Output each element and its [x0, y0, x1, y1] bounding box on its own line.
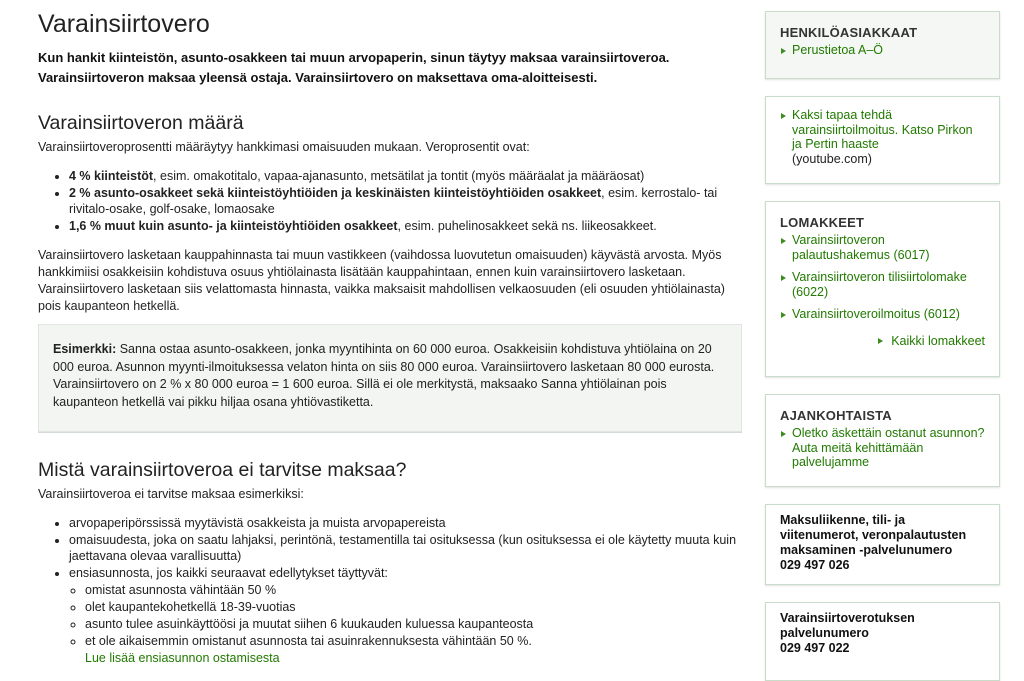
arrow-right-icon — [878, 338, 883, 344]
form-link-6022[interactable]: Varainsiirtoveron tilisiirtolomake (6022) — [792, 270, 967, 299]
basic-info-link-item — [780, 43, 985, 58]
forms-box — [765, 201, 1000, 377]
payment-service-text: Maksuliikenne, tili- ja viitenumerot, veronpalautusten maksaminen -palvelunumero — [780, 513, 967, 557]
main-content — [38, 0, 743, 668]
payment-service-number: 029 497 026 — [780, 558, 850, 572]
current-topics-box — [765, 394, 1000, 487]
form-link-item — [780, 307, 985, 322]
form-link-6012[interactable]: Varainsiirtoveroilmoitus (6012) — [792, 307, 960, 321]
all-forms-link[interactable]: Kaikki lomakkeet — [891, 333, 985, 348]
form-link-item — [780, 233, 985, 262]
survey-link[interactable]: Oletko äskettäin ostanut asunnon? Auta meitä kehittämään palvelujamme — [792, 426, 985, 469]
exemptions-intro: Varainsiirtoveroa ei tarvitse maksaa esimerkiksi: — [38, 487, 304, 501]
condition-item: ◦ olet kaupantekohetkellä 18-39-vuotias — [85, 600, 743, 616]
rates-intro: Varainsiirtoveroprosentti määräytyy hankkimasi omaisuuden mukaan. Veroprosentit ovat: — [38, 140, 530, 154]
form-link-item — [780, 270, 985, 299]
transfer-tax-service-box — [765, 602, 1000, 681]
forms-heading: LOMAKKEET — [780, 215, 865, 230]
example-label: Esimerkki: — [53, 342, 117, 356]
basic-info-link[interactable]: Perustietoa A–Ö — [792, 43, 884, 57]
exemptions-list — [38, 516, 743, 667]
section-heading-exemptions: Mistä varainsiirtoveroa ei tarvitse maksaa? — [38, 459, 407, 481]
video-box — [765, 96, 1000, 184]
section-heading-amount: Varainsiirtoveron määrä — [38, 112, 244, 134]
all-forms-link-item — [780, 334, 985, 348]
exemption-item: • arvopaperipörssissä myytävistä osakkeista ja muista arvopapereista — [69, 516, 743, 532]
rate-item-shares: • 2 % asunto-osakkeet sekä kiinteistöyhtiöiden ja keskinäisten kiinteistöyhtiöiden osakkeet, esim. kerrostalo- tai rivitalo-osake, golf-osake, lomaosake — [69, 186, 743, 217]
calculation-paragraph: Varainsiirtovero lasketaan kauppahinnasta tai muun vastikkeen (vaihdossa luovutetun omaisuuden) käyvästä arvosta. Myös hankkimiisi osakkeisiin kohdistuva osuus yhtiölainasta lisätään kauppahintaan, ennen kuin varainsiirtovero lasketaan. Varainsiirtovero lasketaan siis velattomasta hinnasta, vaikka maksaisit mahdollisen velkaosuuden (eli osuuden yhtiölainasta) pois kaupanteon hetkellä. — [38, 248, 725, 313]
personal-customers-heading: HENKILÖASIAKKAAT — [780, 25, 918, 40]
video-link[interactable]: Kaksi tapaa tehdä varainsiirtoilmoitus. Katso Pirkon ja Pertin haaste — [792, 108, 973, 151]
condition-item: ◦ omistat asunnosta vähintään 50 % — [85, 583, 743, 599]
form-link-6017[interactable]: Varainsiirtoveron palautushakemus (6017) — [792, 233, 930, 262]
survey-link-item — [780, 426, 985, 470]
rate-item-property: • 4 % kiinteistöt, esim. omakotitalo, vapaa-ajanasunto, metsätilat ja tontit (myös määräalat ja määräosat) — [69, 169, 743, 185]
transfer-tax-service-number: 029 497 022 — [780, 641, 850, 655]
lead-paragraph: Kun hankit kiinteistön, asunto-osakkeen tai muun arvopaperin, sinun täytyy maksaa varainsiirtoveroa. Varainsiirtoveron maksaa yleensä ostaja. Varainsiirtovero on maksettava oma-aloitteisesti. — [38, 50, 670, 85]
transfer-tax-service-text: Varainsiirtoverotuksen palvelunumero — [780, 611, 915, 640]
personal-customers-box — [765, 11, 1000, 79]
example-box — [38, 324, 742, 432]
rate-item-other: • 1,6 % muut kuin asunto- ja kiinteistöyhtiöiden osakkeet, esim. puhelinosakkeet sekä ns. liikeosakkeet. — [69, 219, 743, 235]
payment-service-box — [765, 504, 1000, 585]
video-source: (youtube.com) — [792, 151, 872, 166]
condition-item — [85, 651, 743, 667]
rates-list — [38, 169, 743, 234]
video-link-item — [780, 108, 985, 166]
first-home-conditions — [69, 583, 743, 667]
exemption-item: • omaisuudesta, joka on saatu lahjaksi, perintönä, testamentilla tai osituksessa (kun osituksessa ei ole käytetty muuta kuin jaettavana olevaa varallisuutta) — [69, 533, 743, 564]
current-topics-heading: AJANKOHTAISTA — [780, 408, 892, 423]
condition-item: ◦ asunto tulee asuinkäyttöösi ja muutat siihen 6 kuukauden kuluessa kaupanteosta — [85, 617, 743, 633]
sidebar — [765, 11, 1000, 681]
example-text: Sanna ostaa asunto-osakkeen, jonka myyntihinta on 60 000 euroa. Osakkeisiin kohdistuva yhtiölaina on 20 000 euroa. Asunnon myynti-ilmoituksessa velaton hinta on siis 80 000 euroa. Varainsiirtovero lasketaan 80 000 eurosta. Varainsiirtovero on 2 % x 80 000 euroa = 1 600 euroa. Sillä ei ole merkitystä, maksaako Sanna yhtiölainan pois kaupanteon hetkellä vai pikku hiljaa osana yhtiövastiketta. — [53, 342, 715, 409]
exemption-item: • ensiasunnosta, jos kaikki seuraavat edellytykset täyttyvät: ◦ omistat asunnosta vähintään 50 % ◦ olet kaupantekohetkellä 18-39-vuotias ◦ asunto tulee asuinkäyttöösi ja muutat siihen 6 kuukauden kuluessa kaupanteosta ◦ et ole aikaisemmin omistanut asunnosta tai asuinrakennuksesta vähintään 50 %. Lue lisää ensiasunnon ostamisesta — [69, 566, 743, 667]
page-title: Varainsiirtovero — [38, 10, 210, 38]
condition-item: ◦ et ole aikaisemmin omistanut asunnosta tai asuinrakennuksesta vähintään 50 %. — [85, 634, 743, 650]
first-home-more-link[interactable]: Lue lisää ensiasunnon ostamisesta — [85, 651, 280, 665]
